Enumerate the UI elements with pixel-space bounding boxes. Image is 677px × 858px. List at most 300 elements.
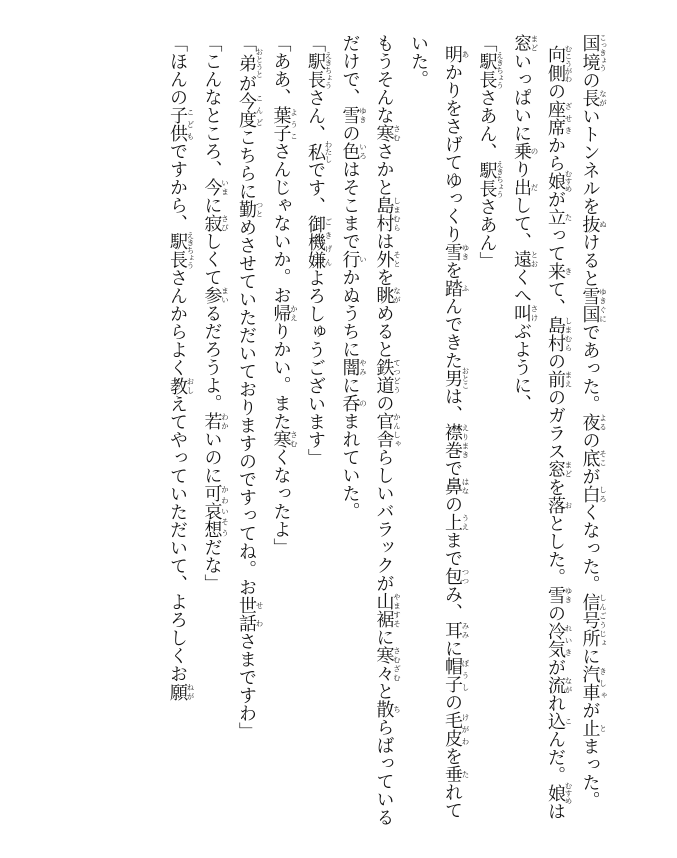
text-run: て、 xyxy=(545,279,566,316)
ruby-reading: ゆき xyxy=(461,242,470,261)
ruby-word xyxy=(545,315,573,352)
ruby-reading: なが xyxy=(564,675,573,694)
ruby-reading: ゆきぐに xyxy=(598,287,608,324)
text-run: に xyxy=(339,376,361,394)
ruby-word xyxy=(442,764,470,783)
text-run: だな」 xyxy=(201,538,223,592)
ruby-word xyxy=(339,358,368,376)
ruby-base: 止 xyxy=(579,719,601,738)
ruby-base: 流 xyxy=(545,675,566,694)
ruby-base: 鉄道 xyxy=(373,358,395,394)
ruby-base: 帰 xyxy=(270,304,292,322)
ruby-base: 座席 xyxy=(545,99,566,136)
ruby-word xyxy=(373,196,402,232)
ruby-word xyxy=(545,621,573,658)
text-run: んだ。 xyxy=(545,729,566,784)
ruby-reading: まえ xyxy=(564,369,573,388)
ruby-reading: しまむら xyxy=(392,196,402,232)
ruby-reading: た xyxy=(461,764,470,783)
ruby-word xyxy=(442,620,470,639)
ruby-reading: おとこ xyxy=(461,366,470,390)
text-run: って xyxy=(545,225,566,262)
ruby-reading: むすめ xyxy=(564,781,573,805)
ruby-base: 遠 xyxy=(511,250,532,268)
ruby-base: 踏 xyxy=(442,278,463,297)
ruby-reading: ごきげん xyxy=(324,214,333,269)
ruby-reading: まど xyxy=(530,34,539,52)
ruby-base: 上 xyxy=(442,512,463,531)
ruby-word xyxy=(442,512,470,531)
text-run: を xyxy=(373,268,395,286)
ruby-reading: つと xyxy=(255,200,264,218)
ruby-word xyxy=(339,250,368,268)
text-run: ですから、 xyxy=(167,142,188,232)
ruby-base: 包 xyxy=(442,566,463,585)
paragraph xyxy=(229,34,264,828)
ruby-base: 明 xyxy=(442,44,463,63)
ruby-reading: だ xyxy=(530,178,539,196)
ruby-reading: お xyxy=(564,495,573,514)
ruby-base: 雪 xyxy=(545,585,566,604)
ruby-reading: こ xyxy=(564,711,573,730)
ruby-base: 駅長 xyxy=(167,231,188,270)
ruby-word xyxy=(167,376,195,395)
paragraph xyxy=(573,34,608,828)
ruby-word xyxy=(579,719,608,738)
ruby-word xyxy=(373,124,402,142)
text-run: くへ xyxy=(511,268,532,304)
text-run: ぶように、 xyxy=(511,322,532,412)
text-run: らばっているだけで、 xyxy=(339,34,395,826)
ruby-reading: ふ xyxy=(461,278,470,297)
text-run: です、 xyxy=(305,160,326,215)
text-run: であった。 xyxy=(579,323,601,414)
text-run: が xyxy=(579,701,601,720)
ruby-word xyxy=(442,242,470,261)
ruby-reading: やますそ xyxy=(392,592,402,628)
text-run: のガラス xyxy=(545,387,566,460)
ruby-reading: ねが xyxy=(186,682,195,701)
ruby-reading: の xyxy=(530,142,539,160)
ruby-word xyxy=(236,92,264,128)
ruby-reading: やみ xyxy=(358,358,368,376)
ruby-reading: さけ xyxy=(530,304,539,322)
ruby-base: 前 xyxy=(545,369,566,388)
ruby-reading: さむ xyxy=(392,124,402,142)
ruby-reading: そと xyxy=(392,250,402,268)
ruby-word xyxy=(442,422,470,459)
ruby-base: 落 xyxy=(545,495,566,514)
ruby-base: 今 xyxy=(201,178,223,196)
ruby-word xyxy=(305,140,333,163)
ruby-base: 寒 xyxy=(270,430,292,448)
ruby-reading: さむざむ xyxy=(392,646,402,682)
ruby-reading: まい xyxy=(220,286,230,304)
ruby-word xyxy=(476,160,505,198)
text-run: かりをさげてゆっくり xyxy=(442,62,463,243)
ruby-word xyxy=(442,366,470,390)
ruby-reading: ゆき xyxy=(358,106,368,124)
ruby-word xyxy=(545,711,573,730)
ruby-base: 冷気 xyxy=(545,621,566,658)
ruby-base: 夜 xyxy=(579,413,601,432)
ruby-reading: こっきょう xyxy=(598,34,608,72)
ruby-base: 窓 xyxy=(545,459,566,478)
text-run: くなったよ」 xyxy=(270,448,292,556)
ruby-reading: ぬ xyxy=(598,215,608,234)
ruby-reading: い xyxy=(358,250,368,268)
text-run: の xyxy=(545,81,566,100)
ruby-base: 娘 xyxy=(545,781,566,805)
text-run: さん、 xyxy=(305,88,326,143)
ruby-reading: そこ xyxy=(598,449,608,468)
text-run: で xyxy=(442,458,463,477)
text-run: に xyxy=(442,638,463,657)
text-run: と xyxy=(373,682,395,700)
ruby-word xyxy=(373,700,402,718)
ruby-base: 抜 xyxy=(579,215,601,234)
text-run: の xyxy=(579,431,601,450)
text-run: さんからよく xyxy=(167,268,188,377)
ruby-word xyxy=(511,142,539,160)
ruby-word xyxy=(579,665,608,702)
ruby-base: 今度 xyxy=(236,92,257,128)
ruby-reading: わか xyxy=(220,412,230,430)
ruby-word xyxy=(167,106,195,142)
text-run: り xyxy=(511,160,532,178)
paragraph xyxy=(160,34,195,828)
ruby-base: 呑 xyxy=(339,394,361,412)
ruby-reading: よる xyxy=(598,413,608,432)
ruby-reading: かえ xyxy=(289,304,299,322)
ruby-word xyxy=(545,99,573,136)
ruby-reading: つつ xyxy=(461,566,470,585)
paragraph xyxy=(504,34,573,828)
text-run: の xyxy=(373,394,395,412)
ruby-word xyxy=(545,495,573,514)
ruby-word xyxy=(511,304,539,322)
text-run: くなった。 xyxy=(579,503,601,594)
ruby-base: 官舎 xyxy=(373,412,395,448)
ruby-word xyxy=(339,394,368,412)
text-run: が xyxy=(579,467,601,486)
text-run: 「 xyxy=(305,34,326,52)
text-run: んできた xyxy=(442,296,463,369)
ruby-word xyxy=(545,781,573,805)
text-run: を xyxy=(545,477,566,496)
ruby-word xyxy=(579,485,608,504)
ruby-reading: おし xyxy=(186,376,195,395)
text-run: さんじゃないか。お xyxy=(270,142,292,304)
ruby-word xyxy=(545,459,573,478)
ruby-base: 駅長 xyxy=(476,160,498,198)
ruby-reading: えきちょう xyxy=(186,231,195,270)
ruby-word xyxy=(201,484,230,538)
ruby-base: 弟 xyxy=(236,48,257,78)
ruby-word xyxy=(545,585,573,604)
ruby-reading: いま xyxy=(220,178,230,196)
ruby-base: 寒々 xyxy=(373,646,395,682)
text-run: こちらに xyxy=(236,128,257,200)
ruby-base: 雪 xyxy=(339,106,361,124)
ruby-base: 島村 xyxy=(545,315,566,352)
ruby-word xyxy=(442,44,470,63)
ruby-word xyxy=(373,592,402,628)
ruby-reading: の xyxy=(358,394,368,412)
ruby-base: 島村 xyxy=(373,196,395,232)
ruby-word xyxy=(236,48,264,78)
text-run: さまですわ」 xyxy=(236,632,257,740)
paragraph xyxy=(470,34,505,828)
paragraph xyxy=(333,34,402,828)
ruby-base: 娘 xyxy=(545,169,566,193)
ruby-word xyxy=(270,430,299,448)
text-run: まで xyxy=(442,530,463,567)
ruby-reading: ぼうし xyxy=(461,656,470,693)
text-run: さあん」 xyxy=(476,197,498,270)
text-run: 「ほんの xyxy=(167,34,188,106)
ruby-base: 参 xyxy=(201,286,223,304)
ruby-base: 勤 xyxy=(236,200,257,218)
text-run: が xyxy=(545,657,566,676)
ruby-base: 国境 xyxy=(579,34,601,72)
text-run: に xyxy=(579,647,601,666)
ruby-reading: きしゃ xyxy=(598,665,608,702)
ruby-base: 山裾 xyxy=(373,592,395,628)
ruby-base: 耳 xyxy=(442,620,463,639)
text-run: かぬうちに xyxy=(339,268,361,358)
text-run: いトンネルを xyxy=(579,107,601,216)
ruby-word xyxy=(270,304,299,322)
ruby-reading: と xyxy=(598,719,608,738)
ruby-word xyxy=(545,369,573,388)
ruby-reading: えきちょう xyxy=(495,51,505,90)
ruby-word xyxy=(442,278,470,297)
ruby-reading: えきちょう xyxy=(324,51,333,90)
ruby-word xyxy=(339,142,368,160)
ruby-base: 教 xyxy=(167,376,188,395)
ruby-word xyxy=(511,250,539,268)
ruby-reading: さび xyxy=(220,214,230,232)
text-run: めさせていただいておりますのですってね。お xyxy=(236,218,257,596)
ruby-reading: うえ xyxy=(461,512,470,531)
ruby-base: 若 xyxy=(201,412,223,430)
ruby-base: 帽子 xyxy=(442,656,463,693)
ruby-reading: なが xyxy=(598,89,608,108)
ruby-word xyxy=(201,412,230,430)
ruby-reading: あ xyxy=(461,44,470,63)
ruby-word xyxy=(545,207,573,226)
text-run: はそこまで xyxy=(339,160,361,250)
ruby-reading: てつどう xyxy=(392,358,402,394)
ruby-base: 行 xyxy=(339,250,361,268)
ruby-word xyxy=(545,169,573,193)
ruby-word xyxy=(579,287,608,324)
ruby-word xyxy=(305,214,333,269)
ruby-base: 鼻 xyxy=(442,476,463,495)
ruby-base: 私 xyxy=(305,140,326,163)
text-run: を xyxy=(442,260,463,279)
ruby-base: 子供 xyxy=(167,106,188,142)
ruby-word xyxy=(476,51,505,90)
ruby-reading: しまむら xyxy=(564,315,573,352)
text-run: の xyxy=(545,351,566,370)
ruby-reading: かんしゃ xyxy=(392,412,402,448)
ruby-reading: た xyxy=(564,207,573,226)
ruby-reading: さむ xyxy=(289,430,299,448)
ruby-word xyxy=(373,286,402,304)
text-run: るだろうよ。 xyxy=(201,304,223,412)
text-run: に xyxy=(201,196,223,214)
ruby-base: 散 xyxy=(373,700,395,718)
ruby-reading: き xyxy=(564,261,573,280)
ruby-word xyxy=(373,250,402,268)
text-run: 「ああ、 xyxy=(270,34,292,106)
ruby-reading: ざせき xyxy=(564,99,573,136)
text-run: けると xyxy=(579,233,601,288)
ruby-base: 込 xyxy=(545,711,566,730)
ruby-word xyxy=(579,413,608,432)
ruby-base: 寒 xyxy=(373,124,395,142)
text-run: 「こんなところ、 xyxy=(201,34,223,178)
ruby-base: 色 xyxy=(339,142,361,160)
ruby-word xyxy=(545,261,573,280)
text-run: さあん、 xyxy=(476,88,498,161)
ruby-reading: けがわ xyxy=(461,710,470,747)
ruby-reading: こんど xyxy=(255,92,264,128)
text-run: の xyxy=(442,494,463,513)
text-run: 「 xyxy=(236,34,257,52)
ruby-reading: ゆき xyxy=(564,585,573,604)
ruby-base: 汽車 xyxy=(579,665,601,702)
ruby-base: 信号所 xyxy=(579,593,601,648)
text-run: もうそんな xyxy=(373,34,395,124)
text-run: しくて xyxy=(201,232,223,286)
text-run: 「 xyxy=(476,34,498,52)
text-run: して、 xyxy=(511,196,532,250)
ruby-reading: しんごうじょ xyxy=(598,593,608,648)
ruby-base: 願 xyxy=(167,682,188,701)
ruby-base: 雪 xyxy=(442,242,463,261)
ruby-base: 白 xyxy=(579,485,601,504)
ruby-word xyxy=(373,646,402,682)
ruby-base: 駅長 xyxy=(476,51,498,90)
ruby-word xyxy=(201,214,230,232)
text-run: らしいバラックが xyxy=(373,448,395,592)
ruby-base: 眺 xyxy=(373,286,395,304)
text-run: は、 xyxy=(442,386,463,423)
ruby-base: 底 xyxy=(579,449,601,468)
text-run: の xyxy=(579,71,601,90)
ruby-reading: せわ xyxy=(255,596,264,632)
ruby-reading: なが xyxy=(392,286,402,304)
paragraph xyxy=(401,34,470,828)
ruby-base: 窓 xyxy=(511,34,532,52)
text-run: の xyxy=(339,124,361,142)
ruby-base: 御機嫌 xyxy=(305,214,326,269)
ruby-word xyxy=(511,178,539,196)
text-run: えてやっていただいて、よろしくお xyxy=(167,394,188,683)
ruby-reading: えきちょう xyxy=(495,160,505,198)
ruby-reading: みみ xyxy=(461,620,470,639)
ruby-word xyxy=(201,286,230,304)
text-run: とした。 xyxy=(545,513,566,586)
ruby-base: 出 xyxy=(511,178,532,196)
text-run: めると xyxy=(373,304,395,358)
ruby-word xyxy=(270,106,299,142)
ruby-word xyxy=(579,89,608,108)
ruby-base: 来 xyxy=(545,261,566,280)
ruby-reading: むこうがわ xyxy=(564,44,573,83)
text-run: さかと xyxy=(373,142,395,196)
text-run: いっぱいに xyxy=(511,52,532,142)
ruby-word xyxy=(201,178,230,196)
ruby-word xyxy=(305,51,333,90)
ruby-word xyxy=(167,682,195,701)
ruby-reading: ようこ xyxy=(289,106,299,142)
ruby-word xyxy=(167,231,195,270)
ruby-reading: こども xyxy=(186,106,195,142)
ruby-word xyxy=(579,34,608,72)
ruby-base: 垂 xyxy=(442,764,463,783)
ruby-base: 寂 xyxy=(201,214,223,232)
ruby-base: 世話 xyxy=(236,596,257,632)
text-run: から xyxy=(545,135,566,172)
ruby-base: 向側 xyxy=(545,44,566,83)
text-run: まった。 xyxy=(579,737,601,810)
ruby-base: 可哀想 xyxy=(201,484,223,538)
ruby-word xyxy=(442,710,470,747)
ruby-word xyxy=(579,449,608,468)
ruby-word xyxy=(511,34,539,52)
text-run: の xyxy=(442,692,463,711)
paragraph xyxy=(298,34,333,828)
ruby-base: 雪国 xyxy=(579,287,601,324)
ruby-base: 男 xyxy=(442,366,463,390)
ruby-base: 襟巻 xyxy=(442,422,463,459)
ruby-word xyxy=(579,593,608,648)
ruby-base: 葉子 xyxy=(270,106,292,142)
text-run: れ xyxy=(545,693,566,712)
ruby-word xyxy=(579,215,608,234)
ruby-reading: おとうと xyxy=(255,48,264,78)
ruby-base: 乗 xyxy=(511,142,532,160)
ruby-base: 外 xyxy=(373,250,395,268)
text-run: み、 xyxy=(442,584,463,621)
ruby-word xyxy=(236,200,264,218)
ruby-base: 立 xyxy=(545,207,566,226)
ruby-base: 長 xyxy=(579,89,601,108)
ruby-word xyxy=(373,358,402,394)
ruby-base: 毛皮 xyxy=(442,710,463,747)
ruby-word xyxy=(442,656,470,693)
ruby-base: 闇 xyxy=(339,358,361,376)
ruby-word xyxy=(442,476,470,495)
ruby-word xyxy=(442,566,470,585)
ruby-word xyxy=(339,106,368,124)
ruby-reading: はな xyxy=(461,476,470,495)
ruby-word xyxy=(545,44,573,83)
text-run: りかい。また xyxy=(270,322,292,430)
ruby-word xyxy=(545,675,573,694)
ruby-reading: しろ xyxy=(598,485,608,504)
ruby-word xyxy=(373,412,402,448)
text-run: の xyxy=(545,603,566,622)
text-run: が xyxy=(236,74,257,92)
ruby-reading: とお xyxy=(530,250,539,268)
text-run: は xyxy=(545,801,566,820)
paragraph xyxy=(264,34,299,828)
